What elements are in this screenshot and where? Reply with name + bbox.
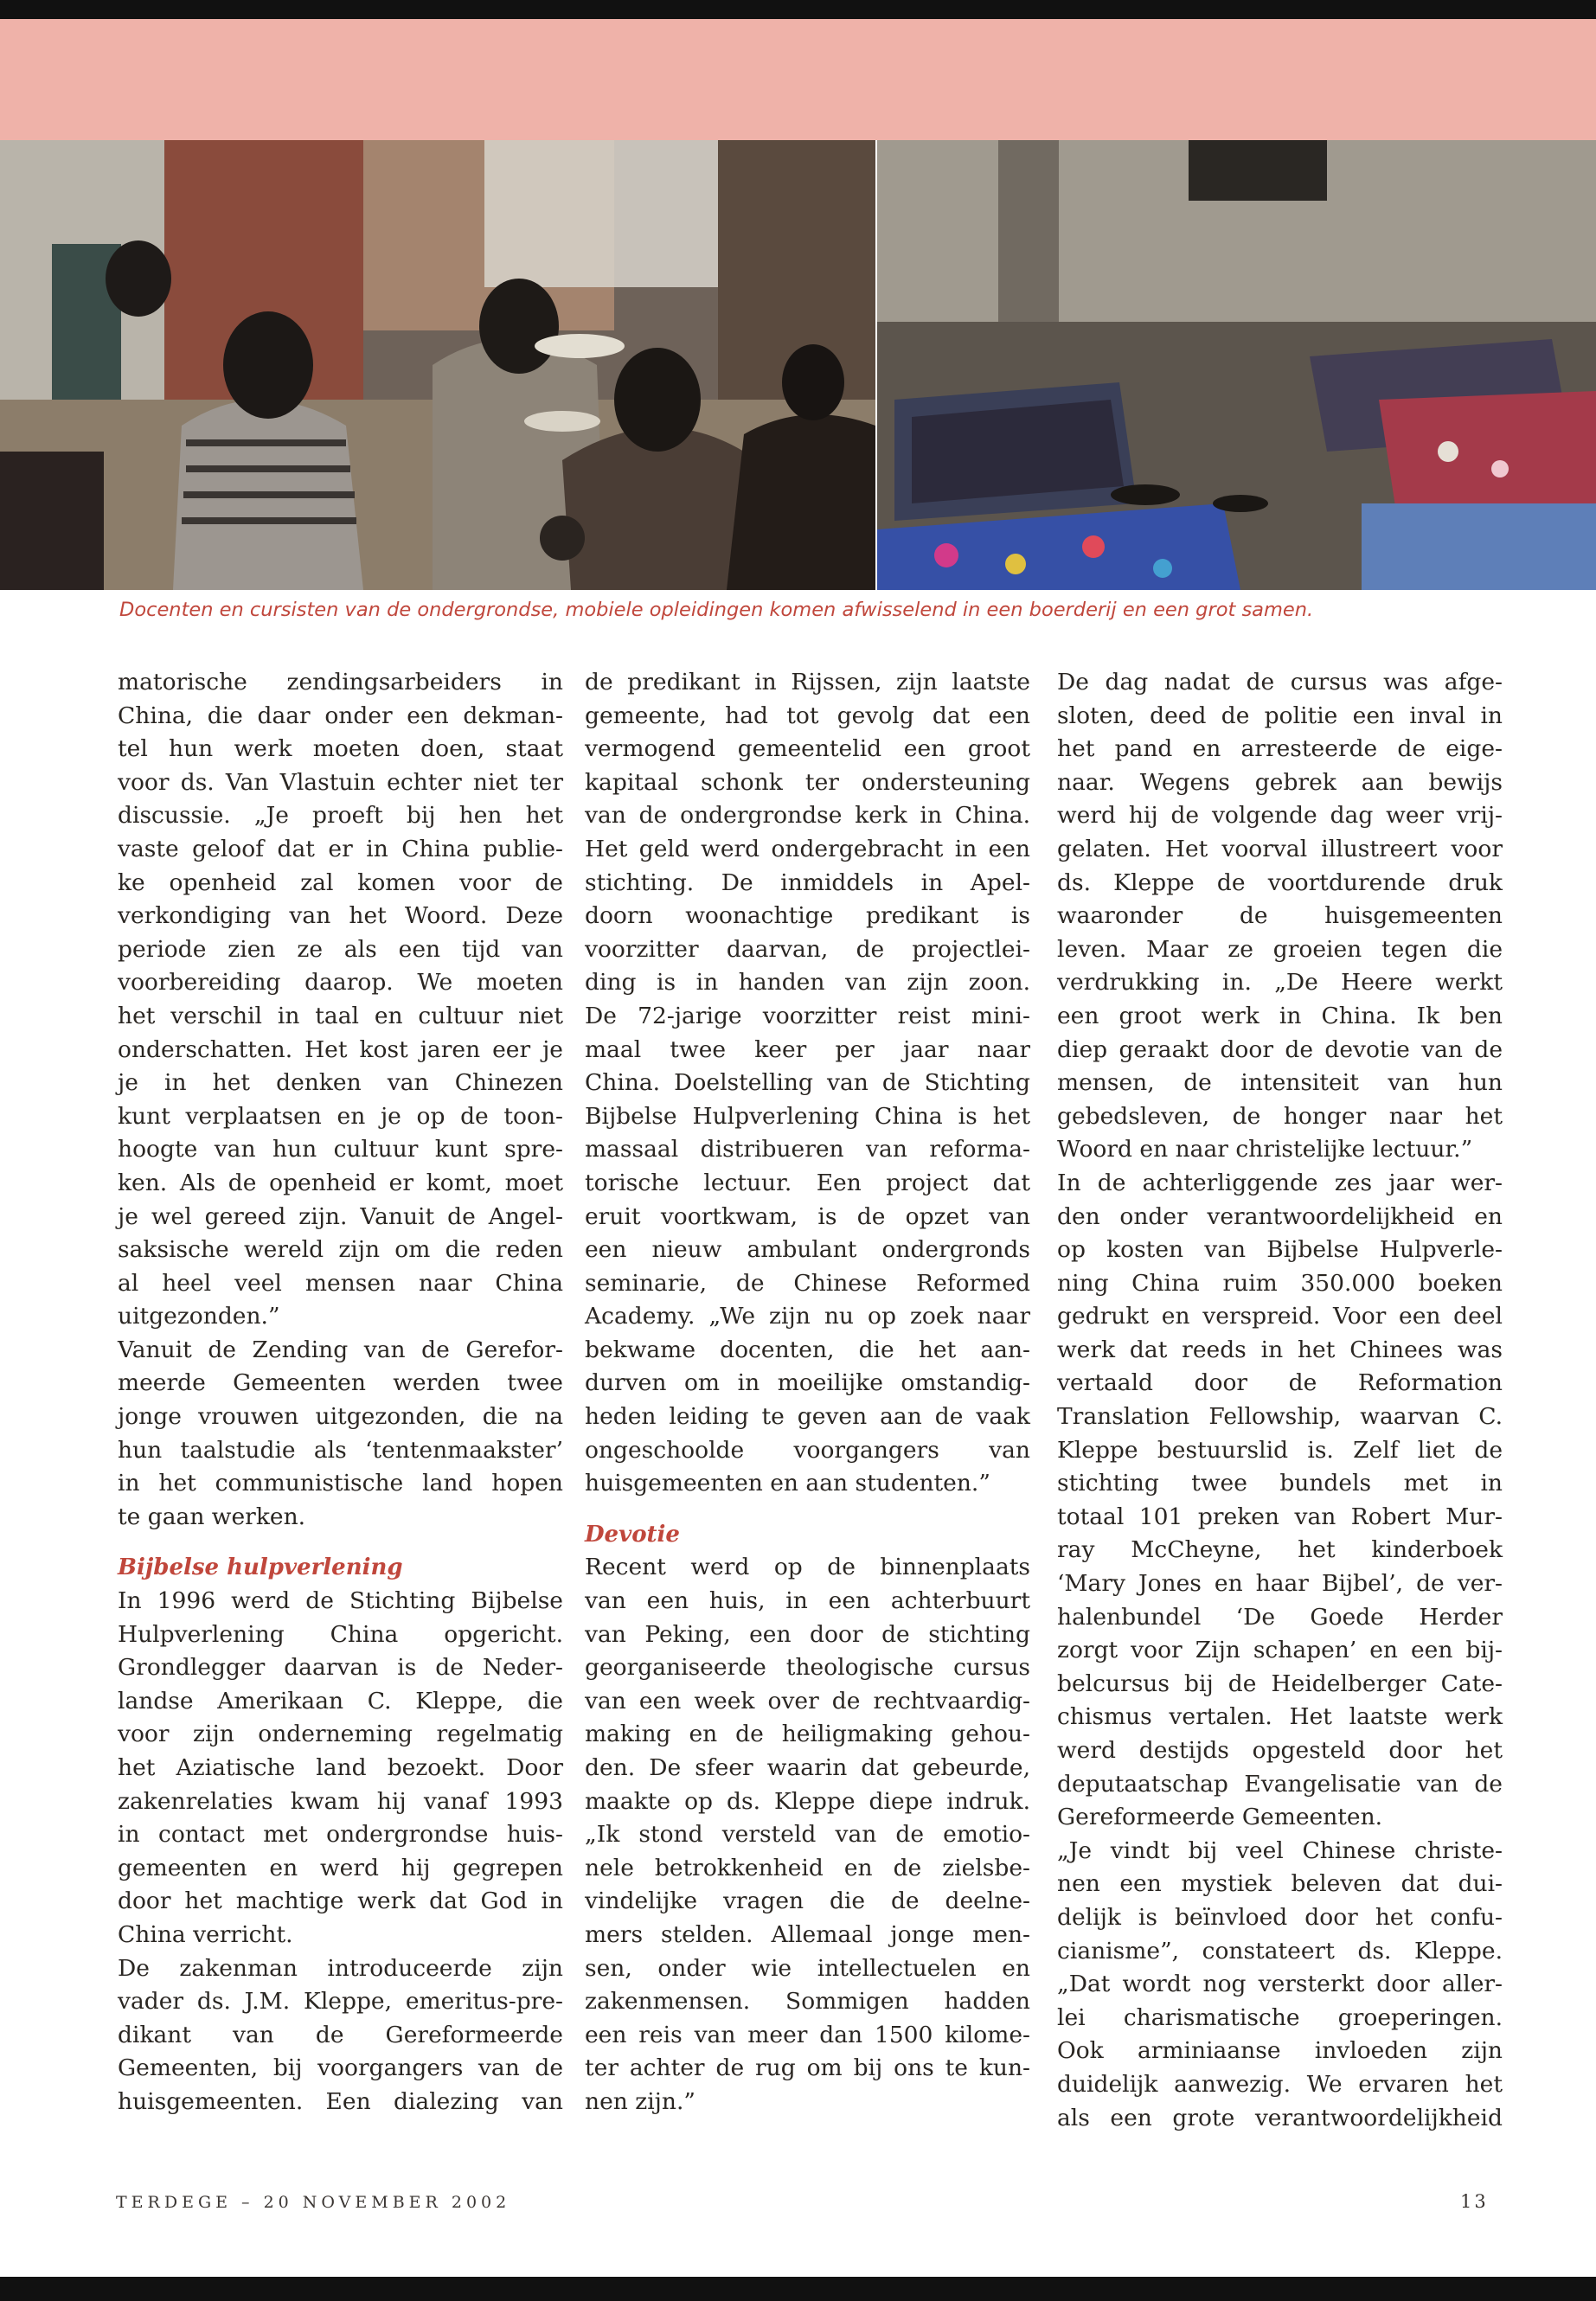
text-line: Translation Fellowship, waarvan C. bbox=[1057, 1403, 1503, 1431]
text-line: Academy. „We zijn nu op zoek naar bbox=[585, 1303, 1030, 1330]
text-line: Kleppe bestuurslid is. Zelf liet de bbox=[1057, 1436, 1503, 1464]
paragraph bbox=[1057, 1167, 1503, 1835]
text-line: werd destijds opgesteld door het bbox=[1057, 1737, 1503, 1764]
text-line: Gereformeerde Gemeenten. bbox=[1057, 1804, 1383, 1831]
text-line: sloten, deed de politie een inval in bbox=[1057, 702, 1503, 729]
text-line: seminarie, de Chinese Reformed bbox=[585, 1269, 1030, 1297]
text-line: gebedsleven, de honger naar het bbox=[1057, 1102, 1503, 1130]
top-border bbox=[0, 0, 1596, 19]
text-line: Het geld werd ondergebracht in een bbox=[585, 835, 1030, 862]
header-band bbox=[0, 19, 1596, 140]
text-line: ter achter de rug om bij ons te kun- bbox=[585, 2054, 1030, 2082]
footer-publication: TERDEGE – 20 NOVEMBER 2002 bbox=[116, 2193, 511, 2212]
text-line: ken. Als de openheid er komt, moet bbox=[118, 1169, 563, 1196]
text-line: door het machtige werk dat God in bbox=[118, 1888, 563, 1915]
photo-cave-dormitory bbox=[877, 140, 1596, 590]
text-line: delijk is beïnvloed door het confu- bbox=[1057, 1903, 1503, 1931]
text-line: Woord en naar christelijke lectuur.” bbox=[1057, 1136, 1473, 1163]
text-line: uitgezonden.” bbox=[118, 1303, 280, 1330]
text-line: het pand en arresteerde de eige- bbox=[1057, 735, 1503, 763]
text-line: een groot werk in China. Ik ben bbox=[1057, 1002, 1503, 1029]
text-line: sen, onder wie intellectuelen en bbox=[585, 1954, 1030, 1982]
text-line: nen zijn.” bbox=[585, 2087, 695, 2115]
text-line: maakte op ds. Kleppe diepe indruk. bbox=[585, 1787, 1030, 1815]
text-line: van Peking, een door de stichting bbox=[585, 1620, 1030, 1648]
text-line: ke openheid zal komen voor de bbox=[118, 868, 563, 896]
text-line: de predikant in Rijssen, zijn laatste bbox=[585, 669, 1030, 695]
text-line: nen een mystiek beleven dat dui- bbox=[1057, 1870, 1503, 1898]
text-line: durven om in moeilijke omstandig- bbox=[585, 1369, 1030, 1397]
text-line: werd hij de volgende dag weer vrij- bbox=[1057, 802, 1503, 830]
paragraph bbox=[118, 1952, 563, 2119]
text-line: werk dat reeds in het Chinees was bbox=[1057, 1336, 1503, 1363]
text-line: te gaan werken. bbox=[118, 1503, 306, 1530]
text-line: georganiseerde theologische cursus bbox=[585, 1654, 1030, 1682]
text-line: jonge vrouwen uitgezonden, die na bbox=[118, 1403, 563, 1431]
text-line: Recent werd op de binnenplaats bbox=[585, 1554, 1030, 1581]
photo-farm-courtyard-graphic bbox=[0, 140, 875, 590]
text-line: onderschatten. Het kost jaren eer je bbox=[118, 1035, 563, 1063]
text-line: zakenrelaties kwam hij vanaf 1993 bbox=[118, 1787, 563, 1815]
text-line: gemeenten en werd hij gegrepen bbox=[118, 1854, 563, 1881]
text-line: gemeente, had tot gevolg dat een bbox=[585, 702, 1030, 729]
photo-cave-dormitory-graphic bbox=[877, 140, 1596, 590]
text-line: je wel gereed zijn. Vanuit de Angel- bbox=[118, 1202, 563, 1230]
text-line: ray McCheyne, het kinderboek bbox=[1057, 1536, 1503, 1564]
text-line: als een grote verantwoordelijkheid bbox=[1057, 2104, 1503, 2131]
paragraph bbox=[1057, 1835, 1503, 2135]
text-line: bekwame docenten, die het aan- bbox=[585, 1336, 1030, 1363]
text-line: ds. Kleppe de voortdurende druk bbox=[1057, 868, 1503, 896]
text-line: voor ds. Van Vlastuin echter niet ter bbox=[118, 768, 563, 796]
text-line: stichting twee bundels met in bbox=[1057, 1470, 1503, 1497]
text-line: al heel veel mensen naar China bbox=[118, 1269, 563, 1297]
text-line: van de ondergrondse kerk in China. bbox=[585, 802, 1030, 830]
text-line: ding is in handen van zijn zoon. bbox=[585, 969, 1030, 997]
text-line: cianisme”, constateert ds. Kleppe. bbox=[1057, 1937, 1503, 1965]
text-line: deputaatschap Evangelisatie van de bbox=[1057, 1770, 1503, 1798]
text-line: Grondlegger daarvan is de Neder- bbox=[118, 1654, 563, 1682]
text-line: tel hun werk moeten doen, staat bbox=[118, 735, 563, 763]
text-line: vaste geloof dat er in China publie- bbox=[118, 835, 563, 862]
paragraph bbox=[1057, 666, 1503, 1167]
text-line: landse Amerikaan C. Kleppe, die bbox=[118, 1687, 563, 1715]
section-heading-devotie: Devotie bbox=[585, 1521, 680, 1548]
text-line: meerde Gemeenten werden twee bbox=[118, 1369, 563, 1397]
text-line: maal twee keer per jaar naar bbox=[585, 1035, 1030, 1063]
text-line: vermogend gemeentelid een groot bbox=[585, 735, 1030, 763]
text-line: torische lectuur. Een project dat bbox=[585, 1169, 1030, 1196]
photo-caption: Docenten en cursisten van de ondergrondse, mobiele opleidingen komen afwisselend in een boerderij en een grot samen. bbox=[119, 599, 1314, 621]
article-column-2 bbox=[585, 666, 1030, 2119]
text-line: chismus vertalen. Het laatste werk bbox=[1057, 1703, 1503, 1731]
text-line: op kosten van Bijbelse Hulpverle- bbox=[1057, 1236, 1503, 1264]
text-line: zorgt voor Zijn schapen’ en een bij- bbox=[1057, 1637, 1503, 1664]
text-line: den onder verantwoordelijkheid en bbox=[1057, 1202, 1503, 1230]
text-line: In de achterliggende zes jaar wer- bbox=[1057, 1169, 1503, 1196]
text-line: lei charismatische groeperingen. bbox=[1057, 2003, 1503, 2031]
text-line: zakenmensen. Sommigen hadden bbox=[585, 1988, 1030, 2016]
text-line: ‘Mary Jones en haar Bijbel’, de ver- bbox=[1057, 1570, 1503, 1598]
paragraph bbox=[118, 666, 563, 1334]
text-line: kunt verplaatsen en je op de toon- bbox=[118, 1102, 563, 1130]
text-line: massaal distribueren van reforma- bbox=[585, 1136, 1030, 1163]
text-line: het verschil in taal en cultuur niet bbox=[118, 1002, 563, 1029]
text-line: mers stelden. Allemaal jonge men- bbox=[585, 1920, 1030, 1948]
text-line: huisgemeenten. Een dialezing van bbox=[118, 2087, 563, 2115]
bottom-border bbox=[0, 2277, 1596, 2301]
text-line: „Dat wordt nog versterkt door aller- bbox=[1057, 1971, 1503, 1998]
text-line: heden leiding te geven aan de vaak bbox=[585, 1403, 1030, 1431]
text-line: Vanuit de Zending van de Gerefor- bbox=[118, 1336, 563, 1363]
page-number: 13 bbox=[1460, 2191, 1489, 2212]
text-line: voorzitter daarvan, de projectlei- bbox=[585, 935, 1030, 963]
text-line: je in het denken van Chinezen bbox=[118, 1069, 563, 1097]
text-line: China verricht. bbox=[118, 1920, 293, 1948]
text-line: „Ik stond versteld van de emotio- bbox=[585, 1821, 1030, 1849]
text-line: het Aziatische land bezoekt. Door bbox=[118, 1754, 563, 1781]
paragraph bbox=[585, 1551, 1030, 2118]
text-line: vertaald door de Reformation bbox=[1057, 1369, 1503, 1397]
text-line: making en de heiligmaking gehou- bbox=[585, 1721, 1030, 1748]
text-line: huisgemeenten en aan studenten.” bbox=[585, 1470, 990, 1497]
section-heading-bijbelse-hulpverlening: Bijbelse hulpverlening bbox=[118, 1554, 403, 1581]
article-column-3 bbox=[1057, 666, 1503, 2135]
text-line: Hulpverlening China opgericht. bbox=[118, 1620, 563, 1648]
text-line: De 72-jarige voorzitter reist mini- bbox=[585, 1002, 1030, 1029]
text-line: hoogte van hun cultuur kunt spre- bbox=[118, 1136, 563, 1163]
text-line: den. De sfeer waarin dat gebeurde, bbox=[585, 1754, 1030, 1781]
text-line: eruit voortkwam, is de opzet van bbox=[585, 1202, 1030, 1230]
text-line: verkondiging van het Woord. Deze bbox=[118, 902, 563, 930]
text-line: In 1996 werd de Stichting Bijbelse bbox=[118, 1587, 563, 1615]
text-line: gelaten. Het voorval illustreert voor bbox=[1057, 835, 1503, 862]
text-line: stichting. De inmiddels in Apel- bbox=[585, 868, 1030, 896]
text-line: saksische wereld zijn om die reden bbox=[118, 1236, 563, 1264]
text-line: een nieuw ambulant ondergronds bbox=[585, 1236, 1030, 1264]
text-line: een reis van meer dan 1500 kilome- bbox=[585, 2021, 1030, 2048]
text-line: verdrukking in. „De Heere werkt bbox=[1057, 969, 1503, 997]
text-line: van een huis, in een achterbuurt bbox=[585, 1587, 1030, 1615]
text-line: halenbundel ‘De Goede Herder bbox=[1057, 1603, 1503, 1631]
text-line: ongeschoolde voorgangers van bbox=[585, 1436, 1030, 1464]
paragraph bbox=[585, 666, 1030, 1501]
text-line: Gemeenten, bij voorgangers van de bbox=[118, 2054, 563, 2082]
text-line: discussie. „Je proeft bij hen het bbox=[118, 802, 563, 830]
text-line: Bijbelse Hulpverlening China is het bbox=[585, 1102, 1030, 1130]
text-line: China. Doelstelling van de Stichting bbox=[585, 1069, 1030, 1097]
text-line: vindelijke vragen die de deelne- bbox=[585, 1888, 1030, 1915]
text-line: diep geraakt door de devotie van de bbox=[1057, 1035, 1503, 1063]
text-line: voorbereiding daarop. We moeten bbox=[118, 969, 563, 997]
text-line: in contact met ondergrondse huis- bbox=[118, 1821, 563, 1849]
text-line: naar. Wegens gebrek aan bewijs bbox=[1057, 768, 1503, 796]
paragraph bbox=[118, 1334, 563, 1535]
text-line: Ook arminiaanse invloeden zijn bbox=[1057, 2037, 1503, 2065]
text-line: matorische zendingsarbeiders in bbox=[118, 669, 563, 695]
text-line: van een week over de rechtvaardig- bbox=[585, 1687, 1030, 1715]
text-line: China, die daar onder een dekman- bbox=[118, 702, 563, 729]
text-line: vader ds. J.M. Kleppe, emeritus-pre- bbox=[118, 1988, 563, 2016]
text-line: nele betrokkenheid en de zielsbe- bbox=[585, 1854, 1030, 1881]
text-line: duidelijk aanwezig. We ervaren het bbox=[1057, 2070, 1503, 2098]
text-line: De dag nadat de cursus was afge- bbox=[1057, 669, 1503, 695]
text-line: kapitaal schonk ter ondersteuning bbox=[585, 768, 1030, 796]
text-line: dikant van de Gereformeerde bbox=[118, 2021, 563, 2048]
text-line: totaal 101 preken van Robert Mur- bbox=[1057, 1503, 1503, 1530]
text-line: voor zijn onderneming regelmatig bbox=[118, 1721, 563, 1748]
text-line: hun taalstudie als ‘tentenmaakster’ bbox=[118, 1436, 563, 1464]
text-line: periode zien ze als een tijd van bbox=[118, 935, 563, 963]
paragraph bbox=[118, 1585, 563, 1952]
text-line: waaronder de huisgemeenten bbox=[1057, 902, 1503, 930]
text-line: ning China ruim 350.000 boeken bbox=[1057, 1269, 1503, 1297]
text-line: gedrukt en verspreid. Voor een deel bbox=[1057, 1303, 1503, 1330]
photo-farm-courtyard bbox=[0, 140, 875, 590]
text-line: „Je vindt bij veel Chinese christe- bbox=[1057, 1836, 1503, 1864]
text-line: doorn woonachtige predikant is bbox=[585, 902, 1030, 930]
text-line: De zakenman introduceerde zijn bbox=[118, 1954, 563, 1982]
article-column-1 bbox=[118, 666, 563, 2119]
text-line: in het communistische land hopen bbox=[118, 1470, 563, 1497]
text-line: belcursus bij de Heidelberger Cate- bbox=[1057, 1670, 1503, 1697]
text-line: leven. Maar ze groeien tegen die bbox=[1057, 935, 1503, 963]
text-line: mensen, de intensiteit van hun bbox=[1057, 1069, 1503, 1097]
